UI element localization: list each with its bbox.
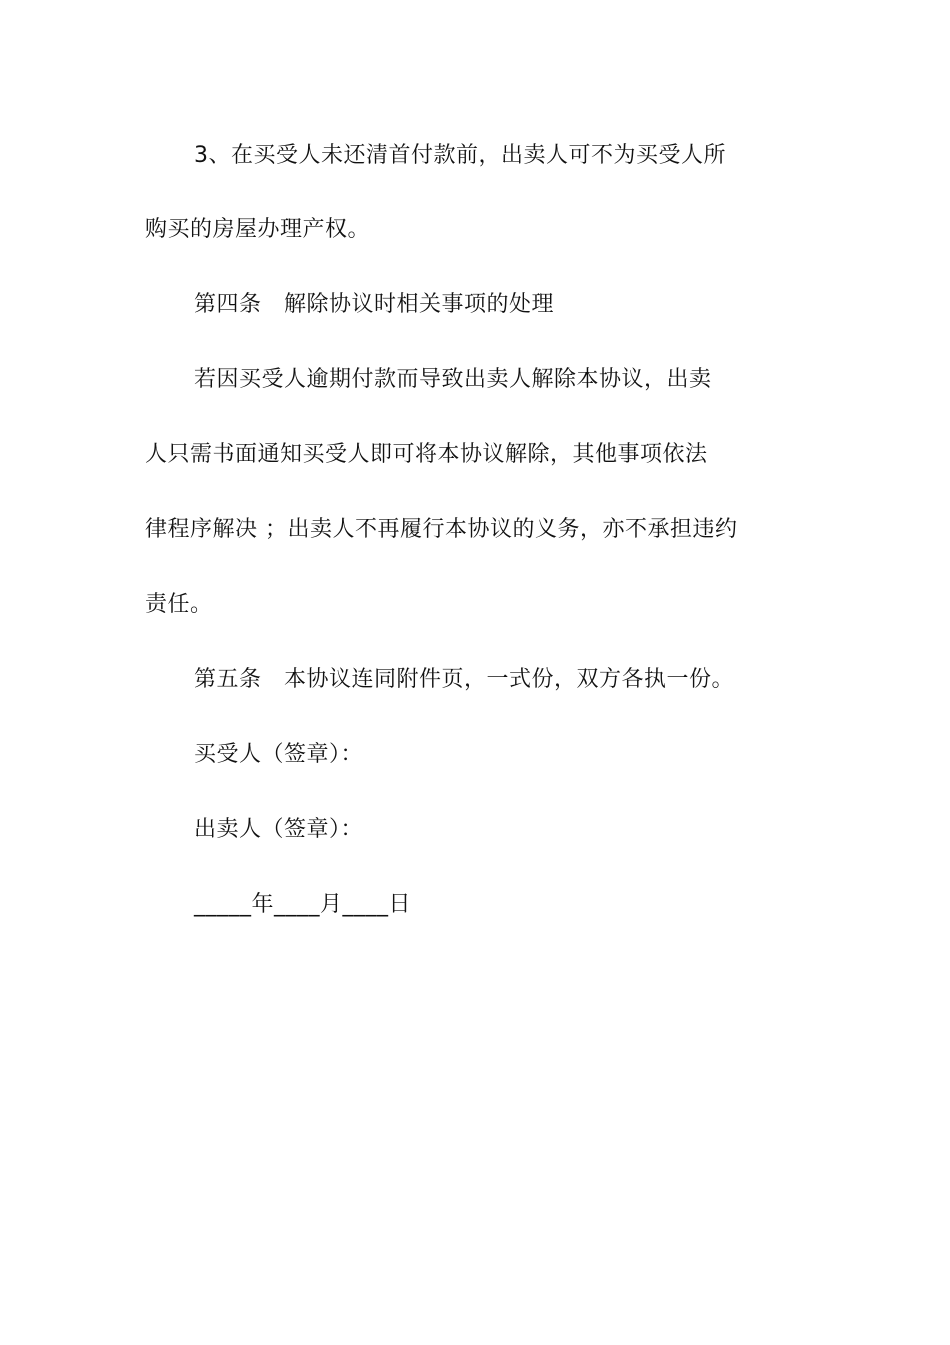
paragraph-line-6: 律程序解决 ；出卖人不再履行本协议的义务，亦不承担违约	[145, 517, 738, 542]
article-4-heading: 第四条 解除协议时相关事项的处理	[194, 292, 555, 317]
paragraph-line-7: 责任。	[145, 592, 213, 617]
paragraph-line-5: 人只需书面通知买受人即可将本协议解除，其他事项依法	[145, 442, 708, 467]
paragraph-line-1: 3、在买受人未还清首付款前，出卖人可不为买受人所	[194, 143, 726, 168]
paragraph-line-4: 若因买受人逾期付款而导致出卖人解除本协议，出卖	[194, 367, 712, 392]
date-line: _____年____月____日	[194, 892, 412, 917]
seller-signature-line: 出卖人（签章）：	[194, 817, 364, 842]
buyer-signature-line: 买受人（签章）：	[194, 742, 364, 767]
article-5-line: 第五条 本协议连同附件页，一式份，双方各执一份。	[194, 667, 735, 692]
paragraph-line-2: 购买的房屋办理产权。	[145, 217, 371, 242]
